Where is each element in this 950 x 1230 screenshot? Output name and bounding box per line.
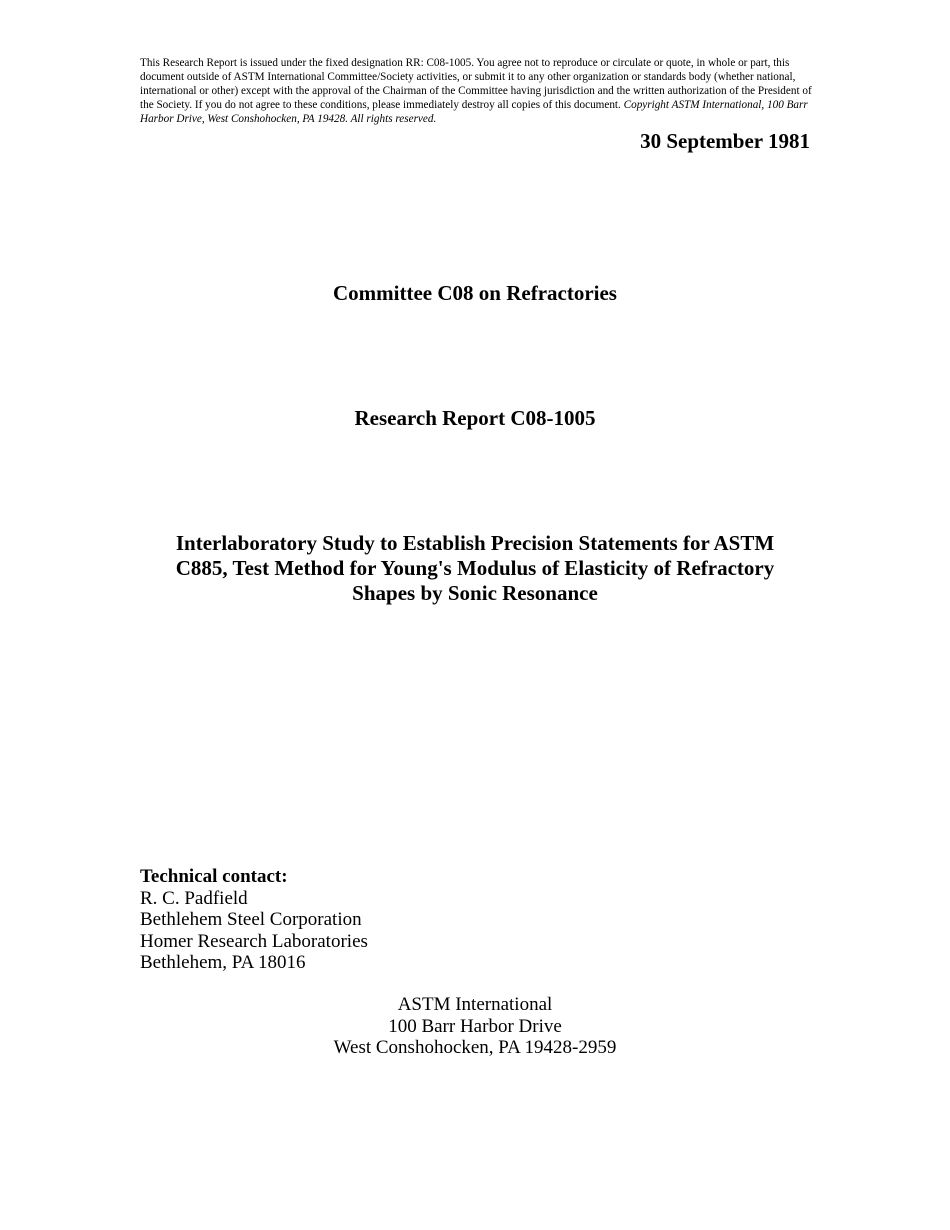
address-street: 100 Barr Harbor Drive (388, 1015, 562, 1037)
contact-lab: Homer Research Laboratories (140, 930, 368, 952)
contact-company: Bethlehem Steel Corporation (140, 909, 362, 930)
copyright-line: Copyright ASTM International, 100 Barr Harbor Drive, West Conshohocken, PA 19428. All rights reserved. (140, 99, 808, 126)
copyright-notice (140, 56, 812, 126)
committee-heading: Committee C08 on Refractories (333, 281, 617, 305)
study-title: Interlaboratory Study to Establish Precision Statements for ASTM C885, Test Method for Young's Modulus of Elasticity of Refractory Shapes by Sonic Resonance (175, 531, 775, 605)
contact-city: Bethlehem, PA 18016 (140, 952, 306, 973)
address-city: West Conshohocken, PA 19428-2959 (333, 1037, 617, 1058)
report-number-heading: Research Report C08-1005 (354, 406, 596, 430)
technical-contact-block (140, 866, 368, 974)
contact-name: R. C. Padfield (140, 887, 248, 909)
address-org: ASTM International (397, 994, 553, 1015)
notice-text: This Research Report is issued under the fixed designation RR: C08-1005. You agree not to reproduce or circulate or quote, in whole or part, this document outside of ASTM International Committee/Society activities, or submit it to any other organization or standards body (whether national, international or other) except with the approval of the Chairman of the Committee having jurisdiction and the written authorization of the President of the Society. If you do not agree to these conditions, please immediately destroy all copies of this document. (140, 57, 812, 112)
astm-address-block (0, 994, 950, 1059)
report-date: 30 September 1981 (640, 129, 810, 153)
technical-contact-label: Technical contact: (140, 866, 288, 887)
